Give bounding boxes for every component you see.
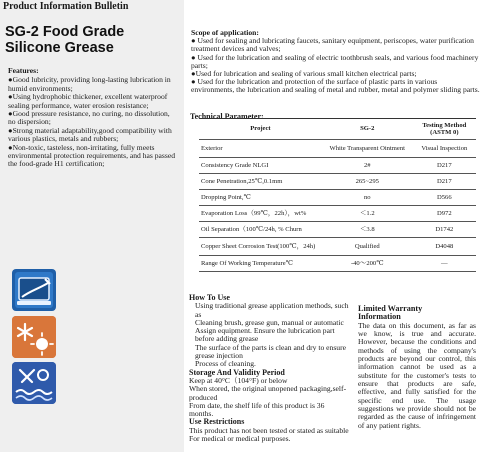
storage-heading: Storage And Validity Period [189,367,285,377]
table-cell: Consistency Grade NLGI [199,158,322,174]
table-cell: D217 [413,158,476,174]
scope-item: ● Used for the lubrication and protection of the surface of plastic parts in various environments, the lubrication and sealing of metal and rubber, metal and polymer sliding parts. [191,77,480,95]
scope-item: ●Used for lubrication and sealing of various small kitchen electrical parts; [191,69,417,79]
feature-item: ●Strong material adaptability,good compatibility with various plastics, metals and rubbers; [8,125,172,144]
restrictions-line: For medical or medical purposes. [189,434,291,444]
how-to-use-heading: How To Use [189,293,230,302]
scope-heading: Scope of application: [191,28,259,37]
usage-line: Process of cleaning. [195,359,256,369]
usage-line: The surface of the parts is clean and dry to ensure grease injection [195,342,346,361]
usage-line: Assign equipment. Ensure the lubrication part before adding grease [195,326,335,344]
table-row [199,206,476,222]
table-cell: no [322,190,413,206]
table-cell: Visual Inspection [413,140,476,158]
restrictions-line: This product has not been tested or stated as suitable [189,425,349,435]
product-title-line1: SG-2 Food Grade [5,24,125,40]
table-row [199,140,476,158]
snowflake-sun-icon [12,316,56,358]
restrictions-heading: Use Restrictions [189,417,245,427]
table-cell: D217 [413,174,476,190]
table-row [199,256,476,272]
table-cell: — [413,256,476,272]
tools-water-icon [12,362,56,404]
feature-item: ●Good pressure resistance, no curing, no dissolution, no dispersion; [8,109,170,127]
tablet-pen-icon [12,269,56,311]
product-title [5,24,124,56]
table-cell: Oil Separation（100℃/24h, % Churn [199,222,322,238]
table-row [199,174,476,190]
feature-item: ●Using hydrophobic thickener, excellent waterproof sealing performance, water erosion resistance; [8,92,168,110]
feature-item: ●Non-toxic, tasteless, non-irritating, fully meets environmental protection requirements, and has passed the food-grade H1 certification; [8,142,176,169]
table-cell: Dropping Point,℃ [199,190,322,206]
scope-item: ● Used for the lubrication and sealing of electric toothbrush seals, and various food machinery parts; [191,52,479,70]
usage-section [189,294,349,443]
warranty-heading-line1: Limited Warranty [358,304,423,313]
table-cell: Qualified [322,238,413,256]
warranty-heading-line2: Information [358,312,401,322]
table-cell: D972 [413,206,476,222]
table-row [199,222,476,238]
table-cell: ＜1.2 [322,206,413,222]
table-cell: White Transparent Ointment [322,140,413,158]
parameter-table [199,118,476,272]
scope-section [191,29,481,95]
feature-item: ●Good lubricity, providing long-lasting lubrication in humid environments; [8,75,171,93]
usage-line: Cleaning brush, grease gun, manual or automatic [195,317,344,327]
storage-line: Keep at 40°C（104°F) or below [189,375,288,385]
header-project: Project [199,119,322,140]
header-method: Testing Method (ASTM 0) [413,119,476,140]
warranty-body: The data on this document, as far as we know, is true and accurate. However, because the conditions and methods of using the company's products are beyond our control, this information cannot be used as a substitute for the customer's tests to ensure that products are safe, effective, and fully satisfied for the specific end use. The usage suggestions we provide should not be regarded as the cause of infringement of any patient rights. [358,320,476,430]
table-cell: Cone Penetration,25℃,0.1mm [199,174,322,190]
table-cell: ＜3.8 [322,222,413,238]
scope-item: ● Used for sealing and lubricating faucets, sanitary equipment, periscopes, water purification treatment devices and valves; [191,36,474,54]
header-sg2: SG-2 [322,119,413,140]
warranty-section [358,305,476,430]
storage-line: When stored, the original unopened packaging,self-produced [189,384,347,402]
table-cell: 265~295 [322,174,413,190]
table-header-row [199,119,476,140]
table-row [199,190,476,206]
table-cell: Copper Sheet Corrosion Test(100℃，24h) [199,238,322,256]
table-cell: -40～200℃ [322,256,413,272]
product-title-line2: Silicone Grease [5,40,114,56]
table-cell: D566 [413,190,476,206]
table-row [199,158,476,174]
table-cell: 2# [322,158,413,174]
usage-line: Using traditional grease application methods, such as [195,301,349,319]
table-cell: D4048 [413,238,476,256]
bulletin-title: Product Information Bulletin [3,1,129,12]
table-cell: Exterior [199,140,322,158]
table-row [199,238,476,256]
table-cell: Range Of Working Temperature℃ [199,256,322,272]
table-cell: D1742 [413,222,476,238]
features-heading: Features: [8,66,39,75]
table-cell: Evaporation Loss（99℃，22h），wt% [199,206,322,222]
storage-line: From date, the shelf life of this product is 36 months. [189,400,325,419]
features-section [8,67,178,169]
technical-heading: Technical Parameter: [190,112,264,121]
